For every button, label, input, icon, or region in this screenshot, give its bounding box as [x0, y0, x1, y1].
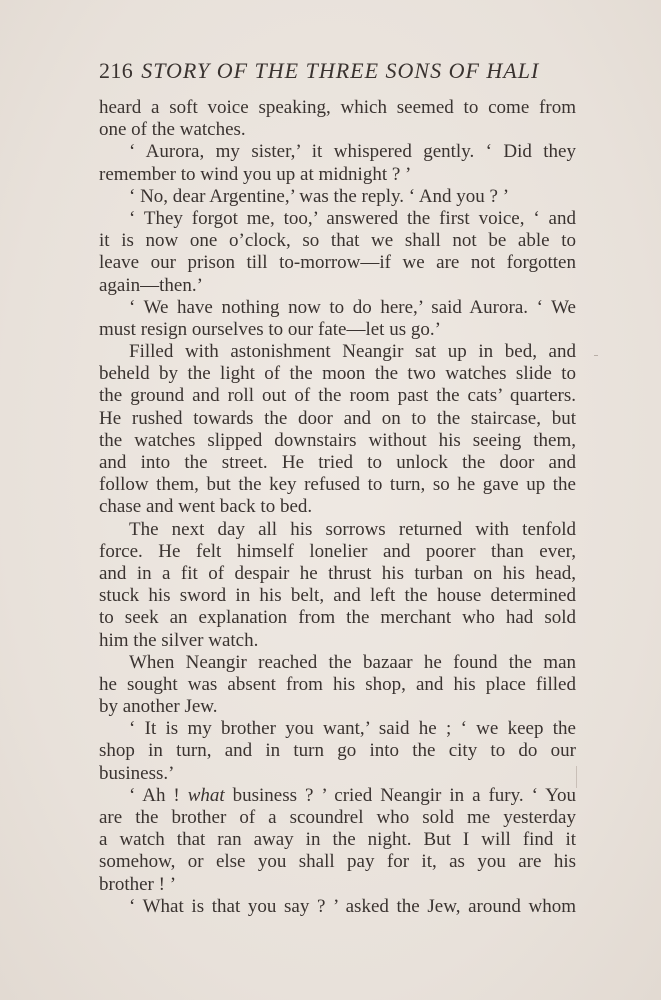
text-line: leave our prison till to-morrow—if we are not forgotten	[99, 252, 576, 274]
text-line: The next day all his sorrows returned with tenfold	[129, 518, 576, 540]
text-line: ‘ What is that you say ? ’ asked the Jew, around whom	[129, 895, 576, 917]
running-header	[99, 58, 579, 86]
text-line: by another Jew.	[99, 696, 218, 718]
text-line: he sought was absent from his shop, and his place filled	[99, 673, 576, 695]
text-line: again—then.’	[99, 274, 203, 296]
text-line: Filled with astonishment Neangir sat up in bed, and	[129, 341, 576, 363]
text-line: a watch that ran away in the night. But I will find it	[99, 829, 576, 851]
text-line: chase and went back to bed.	[99, 496, 313, 518]
text-line: ‘ They forgot me, too,’ answered the first voice, ‘ and	[129, 207, 576, 229]
emphasis: what	[187, 784, 225, 806]
page-number: 216	[99, 58, 134, 83]
text-line: must resign ourselves to our fate—let us go.’	[99, 318, 441, 340]
text-line: somehow, or else you shall pay for it, as you are his	[99, 851, 576, 873]
text-line: brother ! ’	[99, 873, 177, 895]
text-line: one of the watches.	[99, 119, 246, 141]
text-line: business.’	[99, 762, 175, 784]
text-line: stuck his sword in his belt, and left the house determined	[99, 585, 576, 607]
text-line: and into the street. He tried to unlock the door and	[99, 452, 576, 473]
text-line: force. He felt himself lonelier and poorer than ever,	[99, 540, 576, 562]
text-line: ‘ It is my brother you want,’ said he ; ‘ we keep the	[129, 718, 576, 740]
text-line: the ground and roll out of the room past the cats’ quarters.	[99, 385, 576, 407]
text-line: remember to wind you up at midnight ? ’	[99, 163, 412, 185]
text-line: ‘ We have nothing now to do here,’ said Aurora. ‘ We	[129, 296, 576, 318]
text-line: it is now one o’clock, so that we shall not be able to	[99, 230, 576, 252]
text-line: heard a soft voice speaking, which seemed to come from	[99, 97, 576, 118]
text-line: He rushed towards the door and on to the staircase, but	[99, 407, 576, 429]
text-line: ‘ Aurora, my sister,’ it whispered gently. ‘ Did they	[129, 141, 576, 163]
text-line: and in a fit of despair he thrust his turban on his head,	[99, 562, 576, 584]
text-line: are the brother of a scoundrel who sold me yesterday	[99, 807, 576, 828]
text-line: ‘ No, dear Argentine,’ was the reply. ‘ And you ? ’	[129, 185, 510, 207]
margin-mark	[576, 766, 577, 788]
text-line: beheld by the light of the moon the two watches slide to	[99, 363, 576, 385]
margin-mark	[594, 355, 598, 356]
text-line: When Neangir reached the bazaar he found the man	[129, 651, 576, 673]
text-line: the watches slipped downstairs without his seeing them,	[99, 429, 576, 451]
text-line: ‘ Ah ! what business ? ’ cried Neangir in a fury. ‘ You	[129, 784, 577, 806]
text-line: to seek an explanation from the merchant who had sold	[99, 607, 576, 629]
running-title: STORY OF THE THREE SONS OF HALI	[141, 58, 540, 83]
text-line: shop in turn, and in turn go into the city to do our	[99, 740, 576, 762]
text-line: him the silver watch.	[99, 629, 259, 651]
body-text	[99, 97, 576, 918]
text-line: follow them, but the key refused to turn, so he gave up the	[99, 474, 576, 496]
